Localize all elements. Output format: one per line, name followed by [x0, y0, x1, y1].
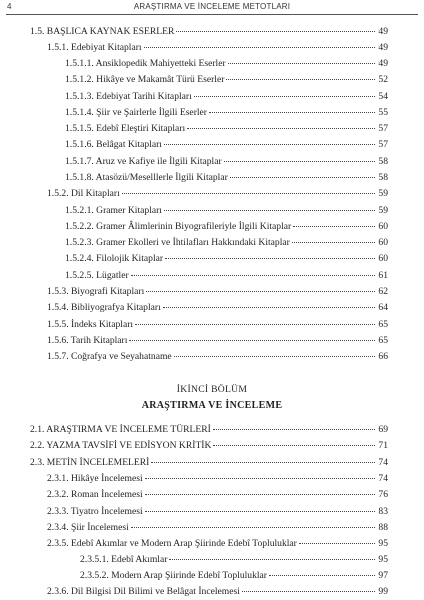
toc-entry-1-5-2[interactable]	[47, 188, 388, 200]
toc-entry-2-3-6[interactable]	[47, 586, 388, 598]
leader-dots	[213, 429, 376, 430]
toc-entry-page: 58	[378, 156, 388, 167]
toc-entry-page: 55	[378, 107, 388, 118]
leader-dots	[176, 31, 375, 32]
toc-entry-2-3-2[interactable]	[47, 489, 388, 501]
leader-dots	[299, 543, 376, 544]
toc-entry-title: 1.5.2. Dil Kitapları	[47, 188, 120, 199]
leader-dots	[144, 47, 376, 48]
leader-dots	[169, 559, 375, 560]
toc-entry-1-5-2-4[interactable]	[65, 253, 388, 265]
leader-dots	[165, 258, 375, 259]
toc-entry-title: 1.5.1.4. Şiir ve Şairlerle İlgili Eserler	[65, 107, 208, 118]
leader-dots	[146, 291, 375, 292]
toc-entry-1-5-1-7[interactable]	[65, 156, 388, 168]
page-number: 4	[7, 2, 12, 11]
toc-entry-title: 2.1. ARAŞTIRMA VE İNCELEME TÜRLERİ	[30, 424, 211, 435]
toc-entry-title: 2.2. YAZMA TAVSİFİ VE EDİSYON KRİTİK	[30, 440, 212, 451]
leader-dots	[135, 324, 375, 325]
toc-entry-1-5-2-3[interactable]	[65, 237, 388, 249]
leader-dots	[174, 356, 376, 357]
toc-entry-page: 95	[378, 538, 388, 549]
toc-entry-page: 52	[378, 74, 388, 85]
leader-dots	[145, 494, 376, 495]
leader-dots	[145, 478, 376, 479]
toc-entry-page: 49	[378, 58, 388, 69]
toc-entry-1-5-3[interactable]	[47, 286, 388, 298]
toc-entry-1-5-4[interactable]	[47, 302, 388, 314]
toc-entry-2-3-5-2[interactable]	[80, 570, 388, 582]
toc-entry-1-5-2-2[interactable]	[65, 221, 388, 233]
toc-entry-title: 1.5.6. Tarih Kitapları	[47, 335, 128, 346]
toc-entry-1-5-1-6[interactable]	[65, 139, 388, 151]
toc-entry-1-5-5[interactable]	[47, 319, 388, 331]
toc-entry-page: 99	[378, 586, 388, 597]
toc-entry-page: 59	[378, 205, 388, 216]
toc-entry-2-3-3[interactable]	[47, 506, 388, 518]
toc-entry-title: 1.5.7. Coğrafya ve Seyahatname	[47, 351, 172, 362]
leader-dots	[151, 462, 375, 463]
toc-entry-2-1[interactable]	[30, 424, 388, 436]
leader-dots	[129, 340, 375, 341]
toc-entry-title: 1.5. BAŞLICA KAYNAK ESERLER	[30, 26, 175, 37]
toc-entry-title: 1.5.2.5. Lügatler	[65, 270, 129, 281]
toc-entry-page: 71	[378, 440, 388, 451]
leader-dots	[224, 161, 376, 162]
toc-entry-page: 61	[378, 270, 388, 281]
toc-entry-page: 60	[378, 253, 388, 264]
toc-entry-1-5-7[interactable]	[47, 351, 388, 363]
toc-entry-page: 95	[378, 554, 388, 565]
toc-entry-page: 62	[378, 286, 388, 297]
toc-entry-2-2[interactable]	[30, 440, 388, 452]
leader-dots	[293, 226, 375, 227]
toc-entry-title: 1.5.2.4. Filolojik Kitaplar	[65, 253, 164, 264]
toc-entry-page: 57	[378, 123, 388, 134]
leader-dots	[209, 112, 375, 113]
leader-dots	[242, 591, 375, 592]
toc-entry-page: 58	[378, 172, 388, 183]
toc-entry-1-5-1-3[interactable]	[65, 91, 388, 103]
running-title: ARAŞTIRMA VE İNCELEME METOTLARI	[133, 2, 291, 11]
toc-entry-page: 69	[378, 424, 388, 435]
toc-entry-page: 66	[378, 351, 388, 362]
leader-dots	[131, 527, 376, 528]
toc-entry-1-5-2-1[interactable]	[65, 205, 388, 217]
toc-entry-1-5-1-8[interactable]	[65, 172, 388, 184]
toc-entry-title: 1.5.4. Bibliyografya Kitapları	[47, 302, 161, 313]
toc-entry-1-5[interactable]	[30, 26, 388, 38]
toc-entry-title: 2.3.3. Tiyatro İncelemesi	[47, 506, 143, 517]
toc-entry-title: 2.3.6. Dil Bilgisi Dil Bilimi ve Belâgat İncelemesi	[47, 586, 240, 597]
toc-entry-page: 74	[378, 457, 388, 468]
running-header	[0, 0, 424, 18]
part-title: ARAŞTIRMA VE İNCELEME	[141, 400, 283, 411]
toc-entry-title: 1.5.1.5. Edebî Eleştiri Kitapları	[65, 123, 186, 134]
toc-entry-2-3-4[interactable]	[47, 522, 388, 534]
leader-dots	[164, 210, 375, 211]
toc-entry-page: 74	[378, 473, 388, 484]
header-rule	[6, 14, 418, 15]
leader-dots	[164, 144, 375, 145]
toc-entry-1-5-1[interactable]	[47, 42, 388, 54]
leader-dots	[226, 79, 375, 80]
toc-entry-page: 57	[378, 139, 388, 150]
toc-entry-title: 1.5.1.7. Aruz ve Kafiye ile İlgili Kitaplar	[65, 156, 222, 167]
toc-entry-title: 1.5.2.1. Gramer Kitapları	[65, 205, 162, 216]
toc-entry-page: 83	[378, 506, 388, 517]
toc-entry-2-3[interactable]	[30, 457, 388, 469]
toc-entry-title: 1.5.1.6. Belâgat Kitapları	[65, 139, 162, 150]
part-label: İKİNCİ BÖLÜM	[176, 384, 248, 395]
toc-entry-title: 2.3. METİN İNCELEMELERİ	[30, 457, 150, 468]
toc-entry-title: 2.3.2. Roman İncelemesi	[47, 489, 143, 500]
toc-entry-page: 65	[378, 319, 388, 330]
leader-dots	[213, 445, 375, 446]
toc-entry-page: 65	[378, 335, 388, 346]
toc-entry-page: 60	[378, 221, 388, 232]
toc-entry-title: 1.5.1.3. Edebiyat Tarihi Kitapları	[65, 91, 192, 102]
toc-entry-1-5-6[interactable]	[47, 335, 388, 347]
toc-entry-title: 1.5.1. Edebiyat Kitapları	[47, 42, 142, 53]
toc-entry-1-5-2-5[interactable]	[65, 270, 388, 282]
toc-entry-title: 2.3.5. Edebî Akımlar ve Modern Arap Şiirinde Edebî Topluluklar	[47, 538, 297, 549]
toc-entry-page: 54	[378, 91, 388, 102]
toc-entry-title: 1.5.3. Biyografi Kitapları	[47, 286, 145, 297]
toc-entry-title: 2.3.1. Hikâye İncelemesi	[47, 473, 143, 484]
toc-entry-title: 2.3.5.1. Edebî Akımlar	[80, 554, 168, 565]
toc-entry-page: 49	[378, 26, 388, 37]
toc-entry-page: 76	[378, 489, 388, 500]
leader-dots	[131, 275, 376, 276]
leader-dots	[187, 128, 375, 129]
leader-dots	[230, 177, 376, 178]
toc-entry-page: 60	[378, 237, 388, 248]
toc-entry-title: 2.3.5.2. Modern Arap Şiirinde Edebî Topluluklar	[80, 570, 268, 581]
toc-entry-page: 88	[378, 522, 388, 533]
toc-entry-page: 59	[378, 188, 388, 199]
toc-entry-title: 1.5.5. İndeks Kitapları	[47, 319, 134, 330]
leader-dots	[122, 193, 376, 194]
toc-entry-2-3-5-1[interactable]	[80, 554, 388, 566]
toc-entry-1-5-1-1[interactable]	[65, 58, 388, 70]
leader-dots	[145, 511, 376, 512]
leader-dots	[292, 242, 376, 243]
toc-entry-title: 1.5.1.1. Ansiklopedik Mahiyetteki Eserler	[65, 58, 226, 69]
toc-entry-1-5-1-5[interactable]	[65, 123, 388, 135]
toc-entry-page: 64	[378, 302, 388, 313]
toc-entry-1-5-1-4[interactable]	[65, 107, 388, 119]
leader-dots	[163, 307, 376, 308]
toc-entry-2-3-5[interactable]	[47, 538, 388, 550]
toc-entry-page: 49	[378, 42, 388, 53]
leader-dots	[228, 63, 376, 64]
leader-dots	[269, 575, 375, 576]
toc-entry-page: 97	[378, 570, 388, 581]
toc-entry-title: 2.3.4. Şiir İncelemesi	[47, 522, 129, 533]
toc-entry-title: 1.5.1.8. Atasözü/Meselllerle İlgili Kitaplar	[65, 172, 228, 183]
toc-entry-1-5-1-2[interactable]	[65, 74, 388, 86]
toc-entry-2-3-1[interactable]	[47, 473, 388, 485]
toc-entry-title: 1.5.1.2. Hikâye ve Makamât Türü Eserler	[65, 74, 225, 85]
toc-entry-title: 1.5.2.2. Gramer Âlimlerinin Biyografileriyle İlgili Kitaplar	[65, 221, 292, 232]
toc-entry-title: 1.5.2.3. Gramer Ekolleri ve İhtilafları Hakkındaki Kitaplar	[65, 237, 290, 248]
leader-dots	[194, 96, 376, 97]
